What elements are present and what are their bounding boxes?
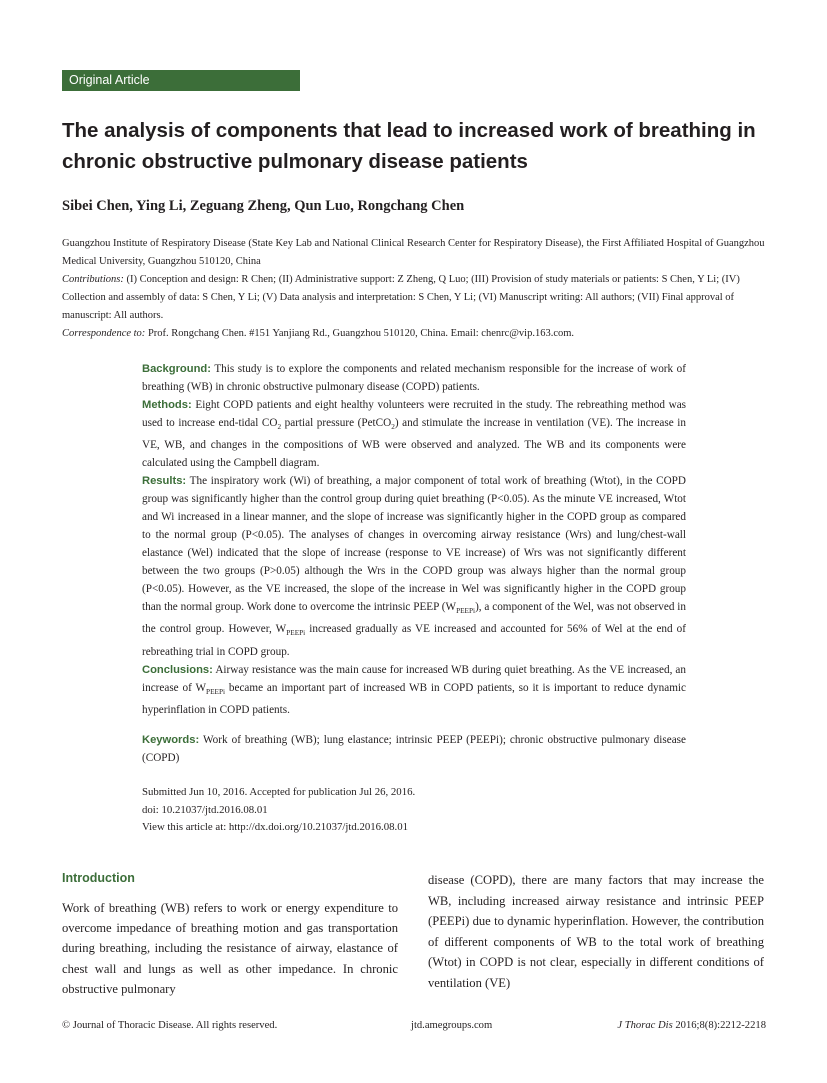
correspondence-label: Correspondence to: xyxy=(62,328,146,339)
article-link[interactable]: View this article at: http://dx.doi.org/10.21037/jtd.2016.08.01 xyxy=(142,821,409,833)
keywords-label: Keywords: xyxy=(142,733,200,746)
conclusions-text-1: Airway resistance was the main cause for increased WB during quiet breathing. As the VE increased, an increase of W xyxy=(142,663,686,694)
affiliation-block xyxy=(62,235,765,343)
correspondence-text: Prof. Rongchang Chen. #151 Yanjiang Rd., Guangzhou 510120, China. Email: chenrc@vip.163.com. xyxy=(147,328,575,339)
keywords-text: Work of breathing (WB); lung elastance; intrinsic PEEP (PEEPi); chronic obstructive pulmonary disease (COPD) xyxy=(142,733,686,764)
results-text-3: increased gradually as VE increased and accounted for 56% of Wel at the end of rebreathing trial in COPD group. xyxy=(142,623,686,658)
methods-sub-1: 2 xyxy=(277,423,282,432)
footer-citation: 2016;8(8):2212-2218 xyxy=(672,1020,766,1031)
conclusions-sub: PEEPi xyxy=(206,687,226,696)
correspondence xyxy=(62,325,765,343)
article-meta xyxy=(142,784,415,837)
results-label: Results: xyxy=(142,475,187,488)
abstract-background xyxy=(142,360,686,396)
background-text: This study is to explore the components and related mechanism responsible for the increase of work of breathing (WB) in chronic obstructive pulmonary disease (COPD) patients. xyxy=(142,363,686,393)
abstract-results xyxy=(142,472,686,660)
results-sub-1: PEEPi xyxy=(456,607,476,616)
submitted-date: Submitted Jun 10, 2016. Accepted for publication Jul 26, 2016. xyxy=(142,786,416,798)
contributions-text: (I) Conception and design: R Chen; (II) Administrative support: Z Zheng, Q Luo; (III) Provision of study materials or patients: S Chen, Y Li; (IV) Collection and assembly of data: S Chen, Y Li; (V) Data analysis and interpretation: S Chen, Y Li; (VI) Manuscript writing: All authors; (VII) Final approval of manuscript: All authors. xyxy=(62,274,740,321)
introduction-heading: Introduction xyxy=(62,871,135,885)
abstract xyxy=(142,360,686,767)
doi: doi: 10.21037/jtd.2016.08.01 xyxy=(142,803,268,816)
methods-text-1: Eight COPD patients and eight healthy volunteers were recruited in the study. The rebreathing method was used to increase end-tidal CO xyxy=(142,399,687,429)
methods-text-2: partial pressure (PetCO xyxy=(281,417,392,429)
background-label: Background: xyxy=(142,363,211,375)
article-type-badge: Original Article xyxy=(62,70,300,91)
conclusions-text-2: became an important part of increased WB in COPD patients, so it is important to reduce dynamic hyperinflation in COPD patients. xyxy=(142,681,686,716)
results-text-2: ), a component of the Wel, was not observed in the control group. However, W xyxy=(142,601,686,636)
contributions xyxy=(62,271,765,325)
footer-citation-block xyxy=(617,1020,766,1031)
methods-text-3: ) and stimulate the increase in ventilation (VE). The increase in VE, WB, and changes in the compositions of WB were observed and analyzed. The WB and its components were calculated using the Campbell diagram. xyxy=(142,417,686,470)
footer-journal: J Thorac Dis xyxy=(617,1020,673,1031)
author-list: Sibei Chen, Ying Li, Zeguang Zheng, Qun Luo, Rongchang Chen xyxy=(62,198,465,214)
abstract-methods xyxy=(142,396,686,472)
footer-site[interactable]: jtd.amegroups.com xyxy=(411,1020,493,1031)
abstract-keywords xyxy=(142,731,686,767)
methods-label: Methods: xyxy=(142,399,192,411)
abstract-conclusions xyxy=(142,661,686,719)
affiliation: Guangzhou Institute of Respiratory Disease (State Key Lab and National Clinical Research Center for Respiratory Disease), the First Affiliated Hospital of Guangzhou Medical University, Guangzhou 510120, China xyxy=(62,238,765,267)
conclusions-label: Conclusions: xyxy=(142,663,213,676)
introduction-left-column: Work of breathing (WB) refers to work or energy expenditure to overcome impedance of breathing motion and gas transportation during breathing, including the resistance of airway, elastance of chest wall and lungs as well as other impedance. In chronic obstructive pulmonary xyxy=(62,901,398,996)
introduction-right-column: disease (COPD), there are many factors that may increase the WB, including increased airway resistance and intrinsic PEEP (PEEPi) due to dynamic hyperinflation. However, the contribution of different components of WB to the total work of breathing (Wtot) in COPD is not clear, especially in different conditions of ventilation (VE) xyxy=(428,873,764,990)
results-sub-2: PEEPi xyxy=(286,629,306,638)
results-text-1: The inspiratory work (Wi) of breathing, a major component of total work of breathing (Wtot), in the COPD group was significantly higher than the control group during quiet breathing (P<0.05). As the minute VE increased, Wtot and Wi increased in a linear manner, and the slope of increase was significantly higher in the COPD group as compared to the normal group (P<0.05). The analyses of changes in overcoming airway resistance (Wrs) and lung/chest-wall elastance (Wel) indicated that the slope of increase (response to VE increase) of Wrs was not significantly different between the two groups (P>0.05) although the Wrs in the COPD group was always higher than the normal group (P<0.05). However, as the VE increased, the slope of the increase in Wel was significantly higher in the COPD group than the normal group. Work done to overcome the intrinsic PEEP (W xyxy=(142,475,686,614)
contributions-label: Contributions: xyxy=(62,274,124,285)
footer-copyright: © Journal of Thoracic Disease. All rights reserved. xyxy=(62,1020,278,1031)
article-title: The analysis of components that lead to increased work of breathing in chronic obstructive pulmonary disease patients xyxy=(62,119,756,173)
methods-sub-2: 2 xyxy=(391,423,395,432)
